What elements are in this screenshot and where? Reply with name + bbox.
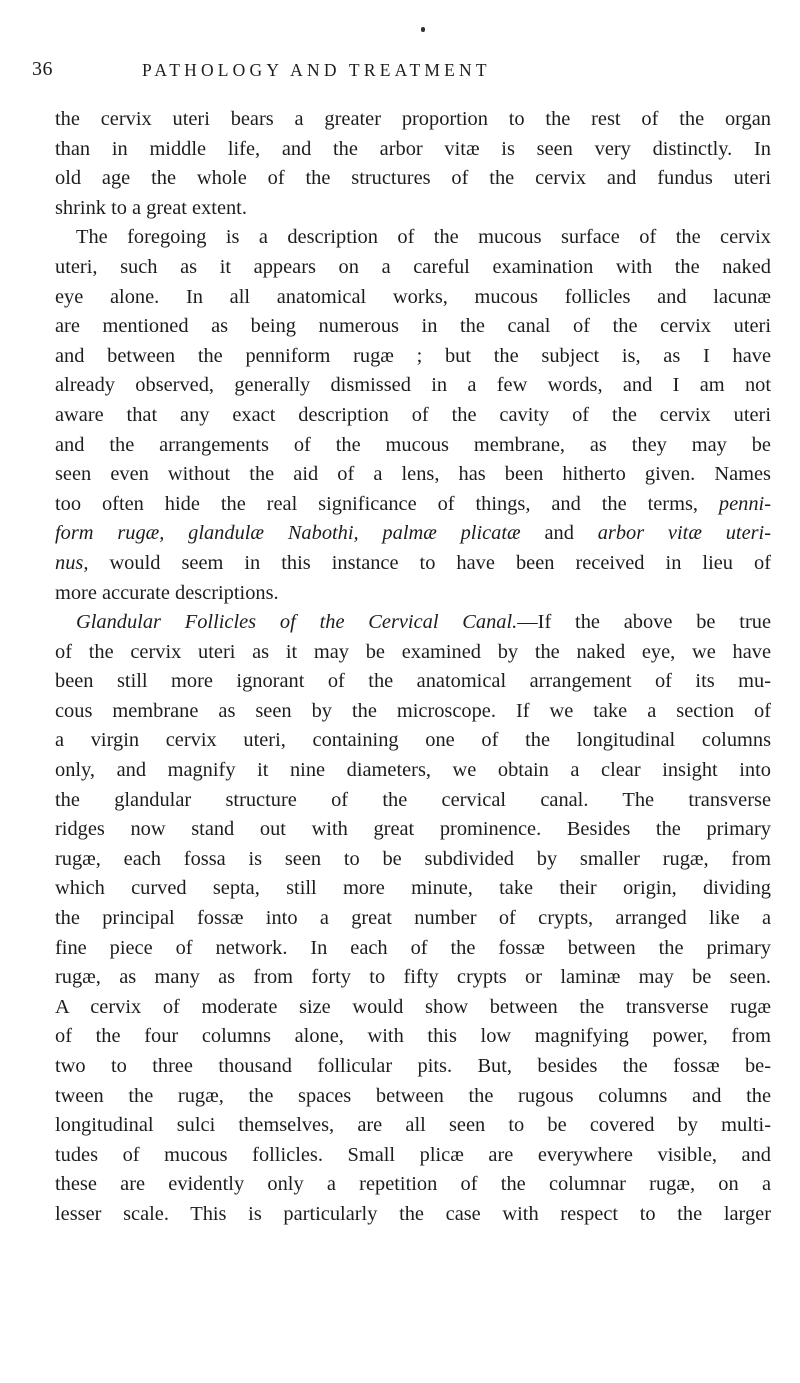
text-line: cous membrane as seen by the microscope. If we take a section of	[55, 699, 771, 722]
text-line	[55, 490, 771, 520]
text-line	[55, 608, 771, 638]
text-line: of the cervix uteri as it may be examined by the naked eye, we have	[55, 640, 771, 663]
text-line: and between the penniform rugæ ; but the subject is, as I have	[55, 344, 771, 367]
text-line: only, and magnify it nine diameters, we obtain a clear insight into	[55, 759, 771, 782]
text-line: A cervix of moderate size would show between the transverse rugæ	[55, 995, 771, 1018]
latin-term: penni-	[718, 492, 771, 515]
text-line: The foregoing is a description of the mucous surface of the cervix	[76, 226, 771, 249]
latin-term: arbor vitæ uteri-	[597, 522, 771, 545]
text-line: been still more ignorant of the anatomical arrangement of its mu-	[55, 670, 771, 693]
text-segment: would seem in this instance to have been received in lieu of	[88, 551, 771, 574]
text-line: fine piece of network. In each of the fossæ between the primary	[55, 936, 771, 959]
text-segment: and	[520, 522, 598, 545]
text-line: two to three thousand follicular pits. But, besides the fossæ be-	[55, 1055, 771, 1077]
text-line: uteri, such as it appears on a careful examination with the naked	[55, 255, 771, 278]
text-line: already observed, generally dismissed in a few words, and I am not	[55, 374, 771, 397]
text-line	[55, 549, 771, 579]
text-line: shrink to a great extent.	[55, 196, 247, 219]
text-line: rugæ, as many as from forty to fifty crypts or laminæ may be seen.	[55, 966, 771, 989]
page-header	[32, 58, 768, 84]
text-line: old age the whole of the structures of the cervix and fundus uteri	[55, 167, 771, 190]
running-head: PATHOLOGY AND TREATMENT	[142, 60, 491, 80]
text-line: the cervix uteri bears a greater proportion to the rest of the organ	[55, 108, 771, 130]
text-line: a virgin cervix uteri, containing one of the longitudinal columns	[55, 729, 771, 752]
text-line: the principal fossæ into a great number of crypts, arranged like a	[55, 907, 771, 930]
text-segment: —If the above be true	[517, 611, 771, 634]
text-line: than in middle life, and the arbor vitæ is seen very distinctly. In	[55, 137, 771, 160]
text-line: ridges now stand out with great prominence. Besides the primary	[55, 818, 771, 841]
page-number: 36	[32, 58, 53, 80]
text-line: rugæ, each fossa is seen to be subdivided by smaller rugæ, from	[55, 847, 771, 870]
text-line	[55, 519, 771, 549]
text-line: these are evidently only a repetition of the columnar rugæ, on a	[55, 1173, 771, 1196]
text-line: longitudinal sulci themselves, are all seen to be covered by multi-	[55, 1114, 771, 1137]
text-line: tudes of mucous follicles. Small plicæ are everywhere visible, and	[55, 1143, 771, 1166]
latin-term: form rugæ, glandulæ Nabothi, palmæ plicatæ	[55, 522, 521, 545]
text-line: are mentioned as being numerous in the canal of the cervix uteri	[55, 315, 771, 338]
text-line: seen even without the aid of a lens, has been hitherto given. Names	[55, 463, 771, 486]
text-line: aware that any exact description of the cavity of the cervix uteri	[55, 403, 771, 426]
ink-mark	[421, 27, 425, 32]
text-line: and the arrangements of the mucous membrane, as they may be	[55, 433, 771, 456]
text-line: tween the rugæ, the spaces between the rugous columns and the	[55, 1084, 771, 1107]
text-line: of the four columns alone, with this low magnifying power, from	[55, 1025, 771, 1048]
section-heading: Glandular Follicles of the Cervical Canal.	[76, 611, 518, 634]
text-line: eye alone. In all anatomical works, mucous follicles and lacunæ	[55, 285, 771, 308]
latin-term: nus,	[55, 551, 89, 574]
text-line: which curved septa, still more minute, take their origin, dividing	[55, 877, 771, 900]
text-line: the glandular structure of the cervical canal. The transverse	[55, 788, 771, 811]
text-segment: too often hide the real significance of things, and the terms,	[55, 492, 719, 515]
text-line: more accurate descriptions.	[55, 581, 279, 604]
body-text	[55, 105, 771, 1230]
text-line: lesser scale. This is particularly the case with respect to the larger	[55, 1202, 771, 1225]
